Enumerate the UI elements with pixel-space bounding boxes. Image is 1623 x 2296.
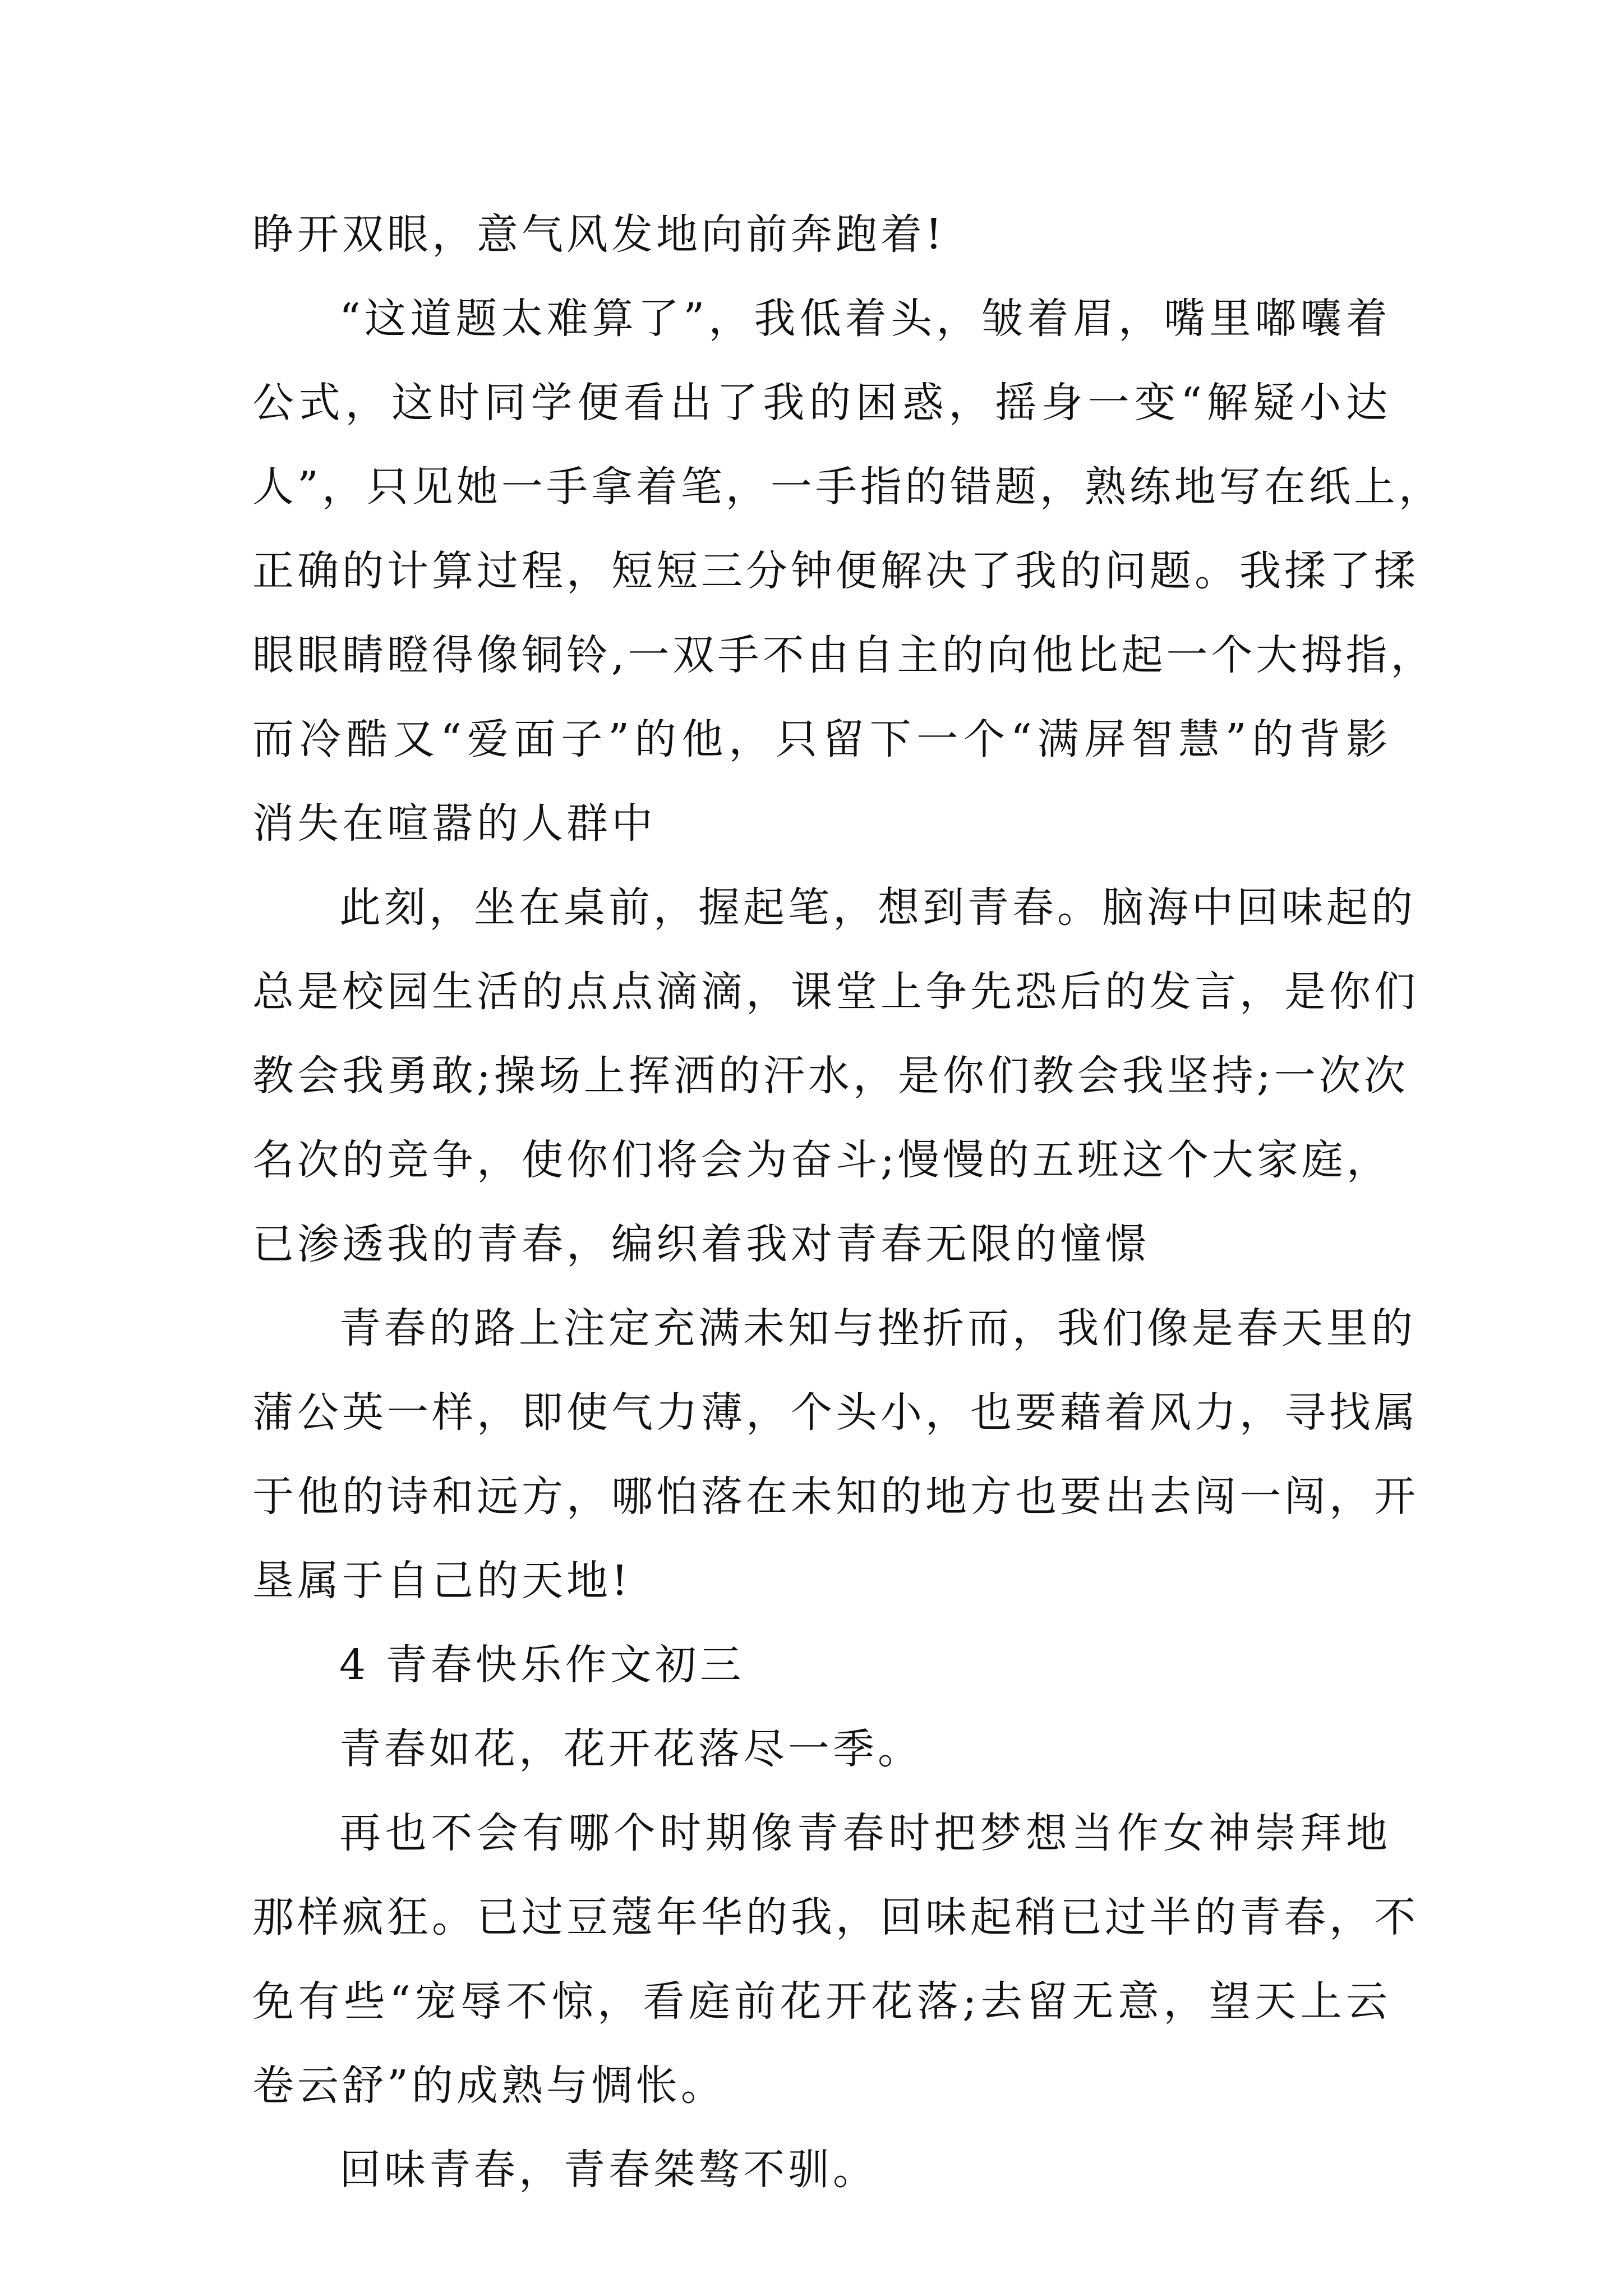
text-line: 蒲公英一样，即使气力薄，个头小，也要藉着风力，寻找属 xyxy=(252,1388,1419,1437)
text-line: 青春的路上注定充满未知与挫折而，我们像是春天里的 xyxy=(339,1304,1416,1352)
text-line: 眼眼睛瞪得像铜铃,一双手不由自主的向他比起一个大拇指， xyxy=(252,631,1436,679)
text-line: 总是校园生活的点点滴滴，课堂上争先恐后的发言，是你们 xyxy=(252,968,1419,1016)
text-line: 卷云舒”的成熟与惆怅。 xyxy=(252,2062,726,2110)
text-line: 青春如花，花开花落尽一季。 xyxy=(339,1725,923,1773)
text-line: 再也不会有哪个时期像青春时把梦想当作女神崇拜地 xyxy=(339,1809,1391,1857)
text-line: 那样疯狂。已过豆蔻年华的我，回味起稍已过半的青春，不 xyxy=(252,1893,1419,1941)
text-line: 正确的计算过程，短短三分钟便解决了我的问题。我揉了揉 xyxy=(252,547,1419,595)
section-heading: 4 青春快乐作文初三 xyxy=(339,1641,745,1689)
text-line: 而冷酷又“爱面子”的他，只留下一个“满屏智慧”的背影 xyxy=(252,715,1391,763)
text-line: 睁开双眼，意气风发地向前奔跑着! xyxy=(252,210,946,259)
text-line: 消失在喧嚣的人群中 xyxy=(252,799,656,848)
text-line: 公式，这时同学便看出了我的困惑，摇身一变“解疑小达 xyxy=(252,379,1391,427)
text-line: 于他的诗和远方，哪怕落在未知的地方也要出去闯一闯，开 xyxy=(252,1473,1419,1521)
text-line: 此刻，坐在桌前，握起笔，想到青春。脑海中回味起的 xyxy=(339,884,1416,932)
text-line: “这道题太难算了”，我低着头，皱着眉，嘴里嘟囔着 xyxy=(339,295,1391,343)
text-line: 已渗透我的青春，编织着我对青春无限的憧憬 xyxy=(252,1220,1150,1268)
text-line: 名次的竞争，使你们将会为奋斗;慢慢的五班这个大家庭， xyxy=(252,1136,1391,1184)
text-line: 免有些“宠辱不惊，看庭前花开花落;去留无意，望天上云 xyxy=(252,1977,1391,2026)
text-line: 教会我勇敢;操场上挥洒的汗水，是你们教会我坚持;一次次 xyxy=(252,1052,1409,1100)
text-line: 回味青春，青春桀骜不驯。 xyxy=(339,2146,878,2194)
text-line: 人”，只见她一手拿着笔，一手指的错题，熟练地写在纸上， xyxy=(252,463,1444,511)
text-line: 垦属于自己的天地! xyxy=(252,1557,631,1605)
